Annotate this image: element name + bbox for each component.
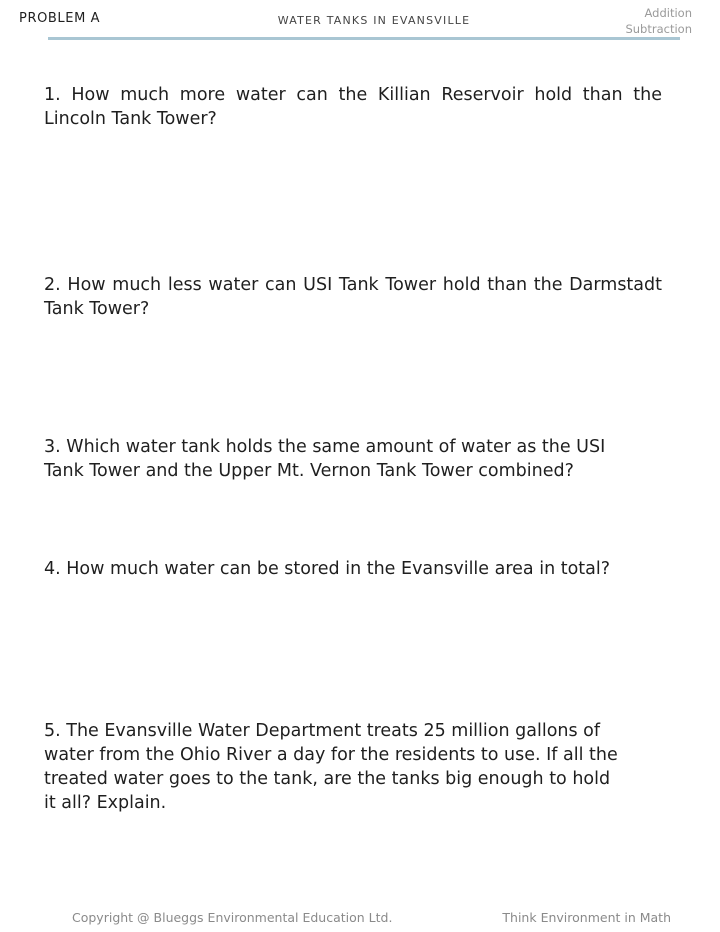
question-4: 4. How much water can be stored in the Evansville area in total? <box>44 559 611 579</box>
question-5: 5. The Evansville Water Department treats 25 million gallons of water from the Ohio River a day for the residents to use. If all the treated water goes to the tank, are the tanks big enough to hold it all? Explain. <box>44 721 618 813</box>
footer-tagline: Think Environment in Math <box>502 910 671 925</box>
question-3: 3. Which water tank holds the same amount of water as the USI Tank Tower and the Upper Mt. Vernon Tank Tower combined? <box>44 437 606 481</box>
topic-list <box>625 5 692 37</box>
worksheet-title: WATER TANKS IN EVANSVILLE <box>277 14 471 27</box>
header-divider <box>48 37 680 40</box>
topic-subtraction: Subtraction <box>625 22 692 36</box>
footer-copyright: Copyright @ Blueggs Environmental Education Ltd. <box>72 910 393 925</box>
topic-addition: Addition <box>644 6 692 20</box>
question-2: 2. How much less water can USI Tank Tower hold than the Darmstadt Tank Tower? <box>44 275 662 319</box>
question-1: 1. How much more water can the Killian Reservoir hold than the Lincoln Tank Tower? <box>44 85 662 129</box>
problem-label: PROBLEM A <box>19 11 101 26</box>
